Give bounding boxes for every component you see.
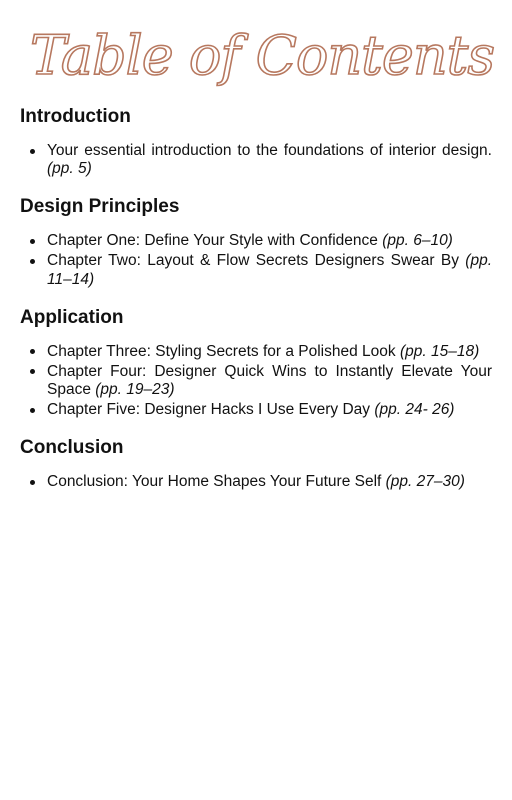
entry-text: Chapter Two: Layout & Flow Secrets Designers Swear By — [47, 252, 459, 270]
list-item — [47, 473, 492, 491]
list-item — [47, 343, 492, 361]
entry-text: Chapter Three: Styling Secrets for a Polished Look — [47, 342, 396, 360]
entry-pages: (pp. 5) — [47, 160, 92, 178]
entry-pages: (pp. 27–30) — [385, 473, 465, 491]
section-list-introduction — [20, 142, 492, 178]
entry-pages: (pp. 15–18) — [399, 342, 480, 360]
entry-pages: (pp. 6–10) — [382, 232, 453, 250]
section-heading-design-principles: Design Principles — [20, 196, 180, 218]
list-item — [47, 252, 492, 288]
list-item — [47, 363, 492, 399]
section-heading-conclusion: Conclusion — [20, 437, 124, 459]
title-block — [0, 8, 512, 98]
entry-pages: (pp. 19–23) — [95, 381, 175, 399]
section-heading-application: Application — [20, 306, 124, 328]
section-list-design-principles — [20, 232, 492, 288]
toc-content — [20, 104, 492, 507]
entry-pages: (pp. 11–14) — [47, 252, 493, 288]
entry-text: Your essential introduction to the foundations of interior design. — [47, 142, 492, 159]
section-list-application — [20, 343, 492, 419]
section-heading-introduction: Introduction — [20, 106, 131, 127]
entry-text: Chapter Four: Designer Quick Wins to Instantly Elevate Your Space — [47, 362, 492, 399]
list-item — [47, 232, 492, 250]
entry-text: Conclusion: Your Home Shapes Your Future Self — [47, 473, 382, 491]
entry-pages: (pp. 24- 26) — [374, 401, 455, 419]
list-item — [47, 401, 492, 419]
title-script-graphic — [0, 8, 512, 98]
page-title: Table of Contents — [29, 24, 495, 87]
section-list-conclusion — [20, 473, 492, 491]
list-item — [47, 142, 492, 178]
entry-text: Chapter Five: Designer Hacks I Use Every Day — [47, 401, 371, 419]
entry-text: Chapter One: Define Your Style with Confidence — [47, 232, 378, 250]
